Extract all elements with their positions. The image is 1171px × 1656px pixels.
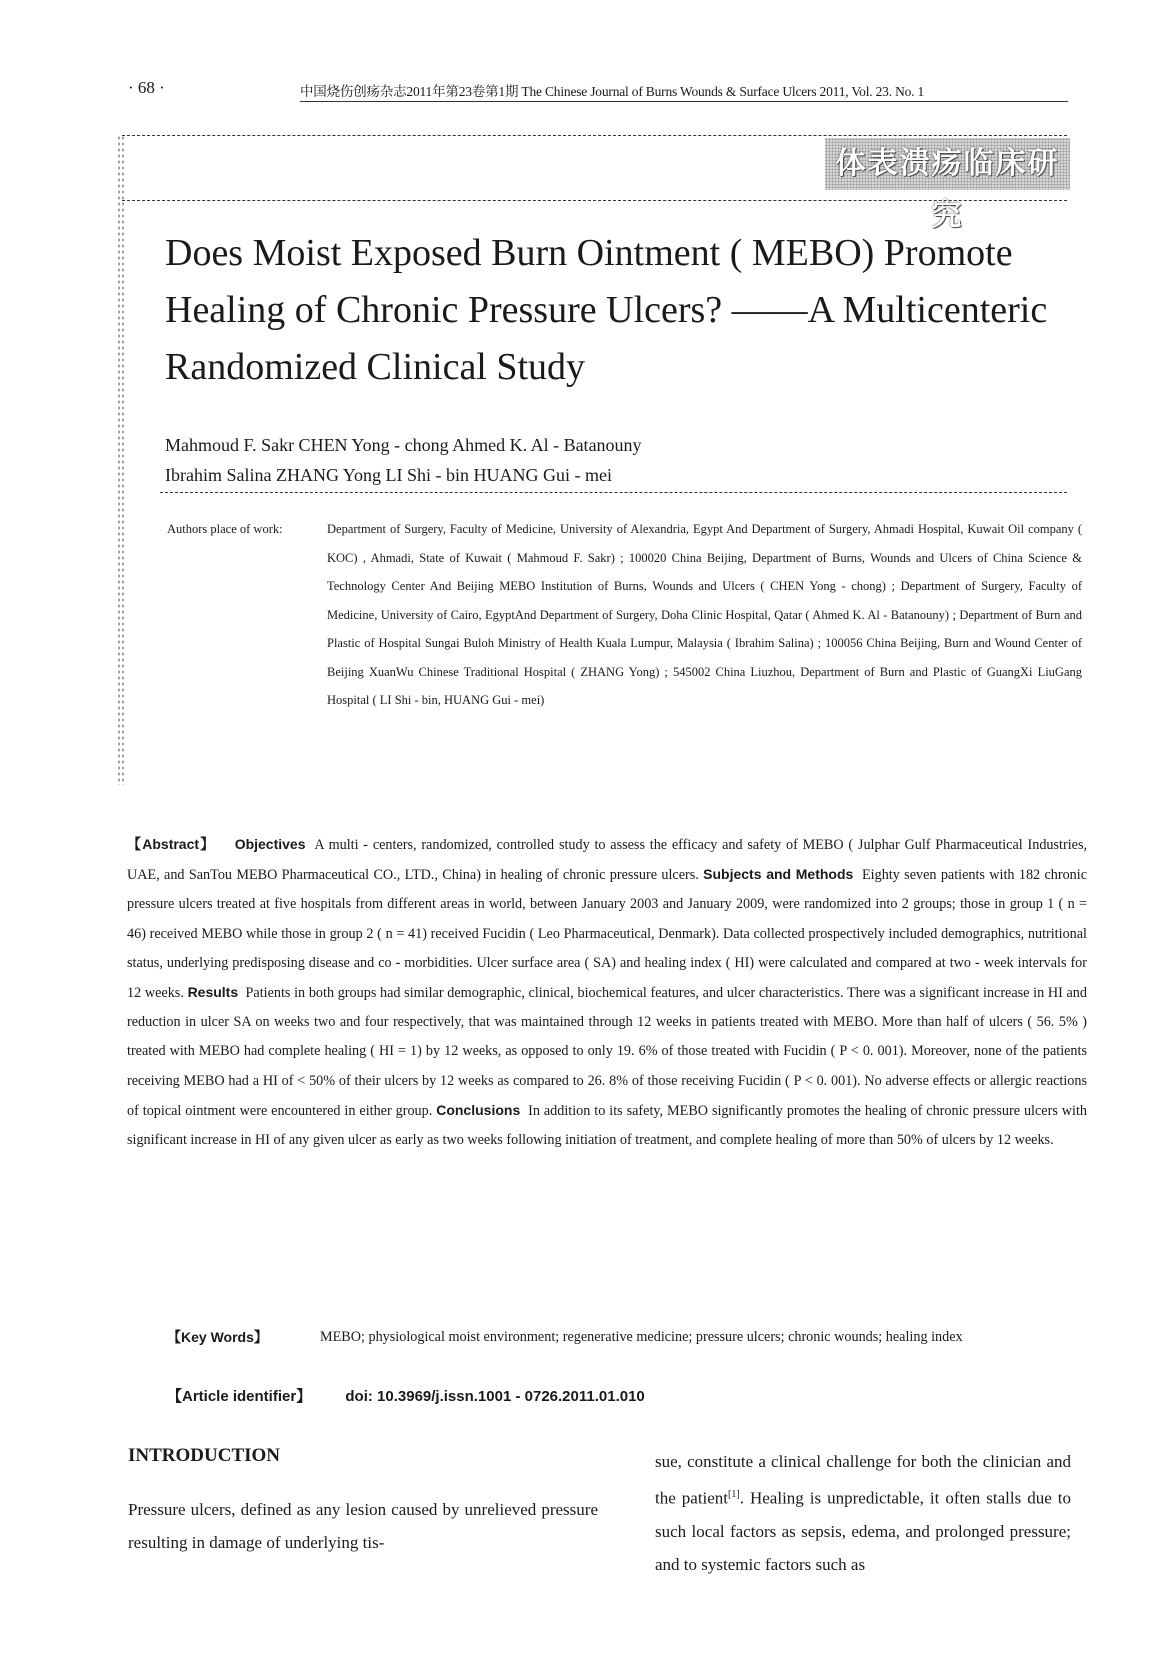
authors-line-1: Mahmoud F. Sakr CHEN Yong - chong Ahmed K. Al - Batanouny [165, 435, 642, 455]
banner-top-rule [122, 135, 1067, 136]
affiliations-block [167, 515, 1082, 715]
section-banner: 体表溃疡临床研究 [825, 138, 1070, 190]
results-text: Patients in both groups had similar demographic, clinical, biochemical features, and ulcer characteristics. There was a significant increase in HI and reduction in ulcer SA on weeks two and four respectively, that was maintained through 12 weeks in patients treated with MEBO. More than half of ulcers ( 56. 5% ) treated with MEBO had complete healing ( HI = 1) by 12 weeks, as opposed to only 19. 6% of those treated with Fucidin ( P < 0. 001). Moreover, none of the patients receiving MEBO had a HI of < 50% of their ulcers by 12 weeks as compared to 26. 8% of those receiving Fucidin ( P < 0. 001). No adverse effects or allergic reactions of topical ointment were encountered in either group. [127, 985, 1087, 1119]
authors-line-2: Ibrahim Salina ZHANG Yong LI Shi - bin HUANG Gui - mei [165, 465, 612, 485]
page-number: · 68 · [128, 78, 165, 97]
article-identifier [167, 1385, 645, 1406]
running-header: 中国烧伤创疡杂志2011年第23卷第1期 The Chinese Journal of Burns Wounds & Surface Ulcers 2011, Vol. 23. No. 1 [300, 84, 925, 99]
identifier-doi: doi: 10.3969/j.issn.1001 - 0726.2011.01.010 [345, 1388, 645, 1405]
keywords-block [167, 1323, 1087, 1352]
article-title: Does Moist Exposed Burn Ointment ( MEBO) Promote Healing of Chronic Pressure Ulcers? ——A Multicenteric Randomized Clinical Study [165, 232, 1048, 388]
header-rule [300, 101, 1068, 102]
margin-dot-strip [117, 135, 125, 785]
abstract [127, 830, 1087, 1155]
conclusions-text: In addition to its safety, MEBO significantly promotes the healing of chronic pressure ulcers with significant increase in HI of any given ulcer as early as two weeks following initiation of treatment, and complete healing of more than 50% of ulcers by 12 weeks. [127, 1102, 1088, 1149]
intro-right-part-a: sue, constitute a clinical challenge for both the clinician and the patient [655, 1452, 1071, 1508]
results-label: Results [187, 984, 239, 1001]
introduction-heading: INTRODUCTION [128, 1445, 281, 1466]
keywords-label: 【Key Words】 [167, 1329, 268, 1345]
introduction-right-column [655, 1445, 1071, 1581]
objectives-text: A multi - centers, randomized, controlled study to assess the efficacy and safety of MEBO ( Julphar Gulf Pharmaceutical Industries, UAE, and SanTou MEBO Pharmaceutical CO., LTD., China) in healing of chronic pressure ulcers. [127, 837, 1088, 884]
methods-label: Subjects and Methods [703, 866, 854, 883]
introduction-left-column: Pressure ulcers, defined as any lesion caused by unrelieved pressure resulting in damage of underlying tis- [128, 1500, 598, 1552]
conclusions-label: Conclusions [436, 1101, 521, 1118]
keywords-text: MEBO; physiological moist environment; regenerative medicine; pressure ulcers; chronic wounds; healing index [320, 1329, 963, 1345]
intro-right-part-b: . Healing is unpredictable, it often stalls due to such local factors as sepsis, edema, and prolonged pressure; and to systemic factors such as [655, 1488, 1072, 1574]
identifier-label: 【Article identifier】 [167, 1388, 312, 1405]
reference-marker: [1] [728, 1489, 740, 1500]
affiliations-text: Department of Surgery, Faculty of Medicine, University of Alexandria, Egypt And Department of Surgery, Ahmadi Hospital, Kuwait Oil company ( KOC) , Ahmadi, State of Kuwait ( Mahmoud F. Sakr) ; 100020 China Beijing, Department of Burns, Wounds and Ulcers of China Science & Technology Center And Beijing MEBO Institution of Burns, Wounds and Ulcers ( CHEN Yong - chong) ; Department of Surgery, Faculty of Medicine, University of Cairo, EgyptAnd Department of Surgery, Doha Clinic Hospital, Qatar ( Ahmed K. Al - Batanouny) ; Department of Burn and Plastic of Hospital Sungai Buloh Ministry of Health Kuala Lumpur, Malaysia ( Ibrahim Salina) ; 100056 China Beijing, Burn and Wound Center of Beijing XuanWu Chinese Traditional Hospital ( ZHANG Yong) ; 545002 China Liuzhou, Department of Burn and Plastic of GuangXi LiuGang Hospital ( LI Shi - bin, HUANG Gui - mei) [327, 522, 1082, 707]
banner-bottom-rule [122, 200, 1067, 201]
objectives-label: Objectives [234, 836, 306, 852]
authors-rule [160, 492, 1067, 493]
methods-text: Eighty seven patients with 182 chronic pressure ulcers treated at five hospitals from different areas in world, between January 2003 and January 2009, were randomized into 2 groups; those in group 1 ( n = 46) received MEBO while those in group 2 ( n = 41) received Fucidin ( Leo Pharmaceutical, Denmark). Data collected prospectively included demographics, nutritional status, underlying predisposing disease and co - morbidities. Ulcer surface area ( SA) and healing index ( HI) were calculated and compared at two - week intervals for 12 weeks. [127, 867, 1088, 1002]
affiliations-label: Authors place of work: [167, 522, 283, 536]
abstract-label: 【Abstract】 [127, 836, 216, 852]
